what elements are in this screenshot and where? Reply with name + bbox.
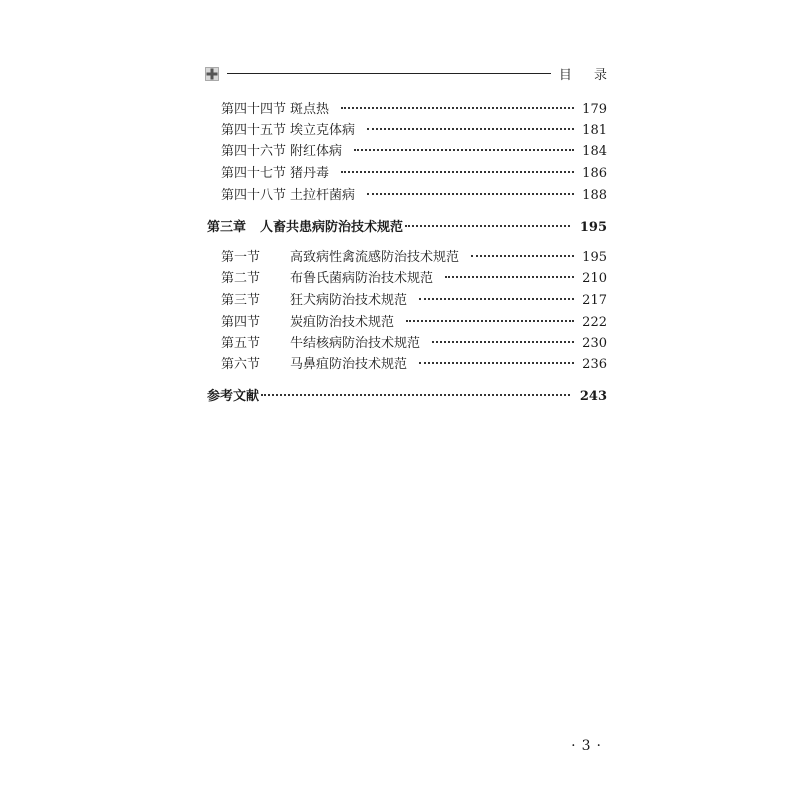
toc-chapter-entry[interactable] — [207, 216, 607, 236]
toc-entry[interactable] — [221, 246, 607, 266]
toc-entry[interactable] — [221, 98, 607, 118]
dot-leader — [471, 255, 574, 257]
dot-leader — [354, 149, 574, 151]
dot-leader — [406, 320, 574, 322]
dot-leader — [419, 362, 574, 364]
toc-entry-title: 斑点热 — [290, 102, 330, 117]
toc-chapter-page: 195 — [579, 220, 607, 235]
toc-entry-page: 236 — [582, 357, 607, 372]
toc-entry-page: 188 — [582, 188, 607, 203]
toc-entry-label: 第三节 — [221, 293, 261, 308]
dot-leader — [367, 128, 574, 130]
toc-entry-title: 狂犬病防治技术规范 — [290, 293, 408, 308]
dot-leader — [367, 193, 574, 195]
toc-entry-title: 埃立克体病 — [290, 123, 356, 138]
toc-entry[interactable] — [221, 267, 607, 287]
toc-entry-label: 第四十六节 — [221, 144, 287, 159]
toc-entry-title: 马鼻疽防治技术规范 — [290, 357, 408, 372]
toc-references-title: 参考文献 — [207, 389, 260, 404]
toc-entry-page: 230 — [582, 336, 607, 351]
toc-entry-title: 牛结核病防治技术规范 — [290, 336, 421, 351]
toc-entry-label: 第四十五节 — [221, 123, 287, 138]
toc-references-page: 243 — [579, 389, 607, 404]
dot-leader — [341, 107, 574, 109]
header-rule — [227, 73, 551, 74]
toc-entry-title: 炭疽防治技术规范 — [290, 315, 395, 330]
toc-entry-label: 第二节 — [221, 271, 261, 286]
dot-leader — [445, 276, 574, 278]
toc-entry[interactable] — [221, 332, 607, 352]
dot-leader — [419, 298, 574, 300]
toc-entry-label: 第四十八节 — [221, 188, 287, 203]
toc-entry-page: 181 — [582, 123, 607, 138]
page-footer — [0, 738, 800, 758]
toc-entry-title: 附红体病 — [290, 144, 343, 159]
toc-entry-page: 195 — [582, 250, 607, 265]
toc-entry-title: 高致病性禽流感防治技术规范 — [290, 250, 460, 265]
toc-entry[interactable] — [221, 162, 607, 182]
toc-references-entry[interactable] — [207, 385, 607, 405]
page-folio — [566, 738, 607, 754]
toc-entry-label: 第五节 — [221, 336, 261, 351]
cross-ornament-icon — [205, 67, 219, 81]
toc-entry[interactable] — [221, 289, 607, 309]
toc-chapter-label: 第三章 — [207, 220, 247, 235]
toc-entry-page: 186 — [582, 166, 607, 181]
folio-dot-right: · — [596, 738, 602, 754]
toc-entry-label: 第六节 — [221, 357, 261, 372]
toc-entry-page: 222 — [582, 315, 607, 330]
toc-entry[interactable] — [221, 140, 607, 160]
running-header — [205, 64, 616, 84]
toc-entry[interactable] — [221, 353, 607, 373]
page-number: 3 — [581, 738, 592, 754]
toc-entry-label: 第四节 — [221, 315, 261, 330]
toc-chapter-title: 人畜共患病防治技术规范 — [260, 220, 404, 235]
folio-dot-left: · — [571, 738, 577, 754]
toc-entry-title: 猪丹毒 — [290, 166, 330, 181]
toc-entry-label: 第一节 — [221, 250, 261, 265]
toc-entry-page: 179 — [582, 102, 607, 117]
dot-leader — [341, 171, 574, 173]
toc-entry-title: 土拉杆菌病 — [290, 188, 356, 203]
dot-leader — [261, 394, 570, 396]
header-title: 目 录 — [558, 68, 616, 83]
toc-entry[interactable] — [221, 119, 607, 139]
toc-entry-page: 217 — [582, 293, 607, 308]
toc-entry-label: 第四十四节 — [221, 102, 287, 117]
toc-entry[interactable] — [221, 184, 607, 204]
toc-entry-page: 210 — [582, 271, 607, 286]
toc-entry-label: 第四十七节 — [221, 166, 287, 181]
toc-entry-page: 184 — [582, 144, 607, 159]
dot-leader — [405, 225, 570, 227]
toc-entry[interactable] — [221, 311, 607, 331]
dot-leader — [432, 341, 574, 343]
toc-entry-title: 布鲁氏菌病防治技术规范 — [290, 271, 434, 286]
